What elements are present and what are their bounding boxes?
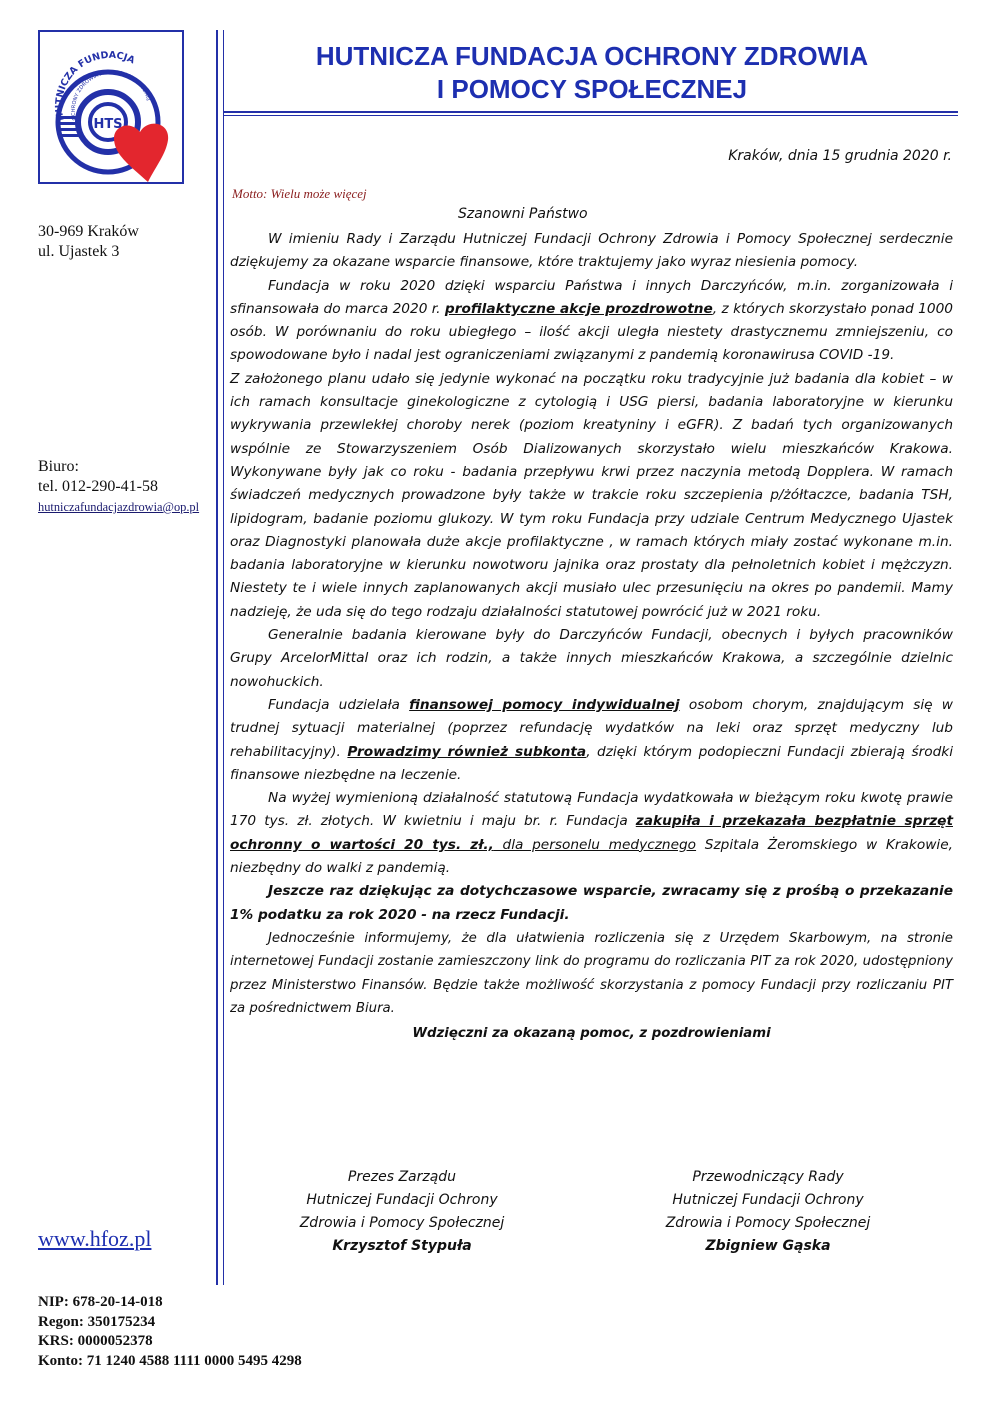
signature-block-chairman bbox=[628, 1166, 908, 1258]
p2-text-c: , z których skorzystało ponad 1000 osób. W porównaniu do roku ubiegłego – ilość akcji uległa niestety drastycznemu zmniejszeniu, co spowodowane było i nadal jest ograniczeniami związanymi z pandemią koronawirusa COVID -19. bbox=[230, 300, 953, 364]
p2-text-a: Fundacja w roku 2020 dzięki wsparciu Państwa i innych Darczyńców, m.in. zorganizowała i sfinansowała do marca 2020 r. bbox=[230, 277, 953, 317]
paragraph-recipients: Generalnie badania kierowane były do Darczyńców Fundacji, obecnych i byłych pracowników Grupy ArcelorMittal oraz ich rodzin, a także innych mieszkańców Krakowa, a szczególnie dzielnic nowohuckich. bbox=[230, 627, 953, 690]
paragraph-examinations: Z założonego planu udało się jedynie wykonać na początku roku tradycyjnie już badania dla kobiet – w ich ramach konsultacje ginekologiczne z cytologią i USG piersi, badania laboratoryjne w kierunku wykrywania przewlekłej choroby nerek (poziom kreatyniny i eGFR). Z badań tych organizowanych wspólnie ze Stowarzyszeniem Osób Dializowanych skorzystało wielu mieszkańców Krakowa. Wykonywane były jak co roku - badania przepływu krwi przez naczynia metodą Dopplera. W ramach świadczeń medycznych prowadzone były także w trakcie roku szczepienia p/żółtaczce, badania TSH, lipidogram, badanie poziomu glukozy. W tym roku Fundacja przy udziale Centrum Medycznego Ujastek oraz Diagnostyki planowała duże akcje profilaktyczne , w ramach których miały zostać wykonane m.in. badania laboratoryjne w kierunku nowotworu jajnika oraz prostaty dla pełnoletnich kobiet i mężczyzn. Niestety te i wiele innych zaplanowanych akcji musiało ulec przesunięciu na okres po pandemii. Mamy nadzieję, że uda się do tego rodzaju działalności statutowej powrócić już w 2021 roku. bbox=[230, 370, 953, 620]
office-email-link[interactable]: hutniczafundacjazdrowia@op.pl bbox=[38, 500, 200, 514]
p6-text-a: Na wyżej wymienioną działalność statutową Fundacja wydatkowała w bieżącym roku kwotę prawie 170 tys. zł. złotych. W kwietniu i maju br. r. Fundacja bbox=[230, 790, 953, 830]
office-phone: tel. 012-290-41-58 bbox=[38, 478, 158, 495]
p2-highlight: profilaktyczne akcje prozdrowotne bbox=[444, 300, 713, 317]
regon-number: Regon: 350175234 bbox=[38, 1313, 156, 1330]
signature-title: Prezes Zarządu bbox=[347, 1169, 457, 1185]
p5-text-c: osobom chorym, znajdującym się w trudnej sytuacji materialnej (poprzez refundację wydatków na leki oraz sprzęt medyczny lub rehabilitacyjny). bbox=[230, 696, 953, 760]
logo-arc-text-bottom: OCHRONY ZDROWIA I POMOCY SPOŁECZNEJ bbox=[70, 69, 152, 121]
signature-org-line1: Hutniczej Fundacji Ochrony bbox=[672, 1192, 864, 1208]
logo-monogram: HTS bbox=[93, 117, 123, 132]
signature-title: Przewodniczący Rady bbox=[692, 1169, 844, 1185]
p6-text-d: Szpitala Żeromskiego w Krakowie, niezbędny do walki z pandemią. bbox=[230, 836, 953, 877]
letterhead-title-line1: HUTNICZA FUNDACJA OCHRONY ZDROWIA bbox=[315, 41, 869, 71]
paragraph-thanks: W imieniu Rady i Zarządu Hutniczej Fundacji Ochrony Zdrowia i Pomocy Społecznej serdecznie dziękujemy za okazane wsparcie finansowe, które traktujemy jako wyraz niesienia pomocy. bbox=[230, 231, 953, 271]
letter-salutation: Szanowni Państwo bbox=[458, 206, 588, 222]
sidebar-address bbox=[38, 222, 139, 262]
letter-body bbox=[230, 228, 953, 1045]
website-link[interactable]: www.hfoz.pl bbox=[38, 1226, 152, 1251]
logo-arc-text-top: HUTNICZA FUNDACJA bbox=[53, 49, 137, 122]
signature-org-line2: Zdrowia i Pomocy Społecznej bbox=[665, 1215, 871, 1231]
signature-name: Zbigniew Gąska bbox=[705, 1238, 831, 1254]
letter-motto: Motto: Wielu może więcej bbox=[232, 186, 367, 201]
signature-org-line2: Zdrowia i Pomocy Społecznej bbox=[299, 1215, 505, 1231]
letterhead-title-line2: I POMOCY SPOŁECZNEJ bbox=[436, 74, 748, 104]
registry-details bbox=[38, 1293, 302, 1371]
paragraph-actions bbox=[230, 275, 953, 368]
bank-account: Konto: 71 1240 4588 1111 0000 5495 4298 bbox=[38, 1352, 302, 1369]
p5-text-e: , dzięki którym podopieczni Fundacji zbierają środki finansowe niezbędne na leczenie. bbox=[230, 743, 953, 783]
address-line1: 30-969 Kraków bbox=[38, 223, 139, 240]
letterhead-title bbox=[232, 40, 952, 106]
p5-text-a: Fundacja udzielała bbox=[268, 696, 410, 713]
logo-emblem-icon bbox=[40, 32, 182, 182]
p5-highlight-aid: finansowej pomocy indywidualnej bbox=[409, 696, 680, 713]
krs-number: KRS: 0000052378 bbox=[38, 1333, 153, 1349]
paragraph-financial-aid bbox=[230, 694, 953, 787]
office-label: Biuro: bbox=[38, 458, 79, 475]
signature-block-president bbox=[262, 1166, 542, 1258]
p6-underlined-staff: dla personelu medycznego bbox=[493, 836, 697, 853]
paragraph-tax-request: Jeszcze raz dziękując za dotychczasowe wsparcie, zwracamy się z prośbą o przekazanie 1% podatku za rok 2020 - na rzecz Fundacji. bbox=[230, 883, 953, 923]
sidebar-office bbox=[38, 457, 199, 517]
letter-closing: Wdzięczni za okazaną pomoc, z pozdrowieniami bbox=[412, 1026, 771, 1042]
foundation-logo bbox=[38, 30, 184, 184]
letter-date: Kraków, dnia 15 grudnia 2020 r. bbox=[728, 148, 952, 164]
address-line2: ul. Ujastek 3 bbox=[38, 243, 120, 260]
vertical-divider bbox=[216, 30, 224, 1285]
p6-highlight-equipment: zakupiła i przekazała bezpłatnie sprzęt ochronny o wartości 20 tys. zł., bbox=[230, 813, 953, 853]
paragraph-spending bbox=[230, 787, 953, 880]
signature-org-line1: Hutniczej Fundacji Ochrony bbox=[306, 1192, 498, 1208]
paragraph-pit-info: Jednocześnie informujemy, że dla ułatwienia rozliczenia się z Urzędem Skarbowym, na stronie internetowej Fundacji zostanie zamieszczony link do programu do rozliczania PIT za rok 2020, udostępniony przez Ministerstwo Finansów. Będzie także możliwość skorzystania z pomocy Fundacji przy rozliczaniu PIT za pośrednictwem Biura. bbox=[230, 930, 953, 1016]
nip-number: NIP: 678-20-14-018 bbox=[38, 1294, 163, 1310]
horizontal-divider bbox=[224, 111, 958, 116]
p5-highlight-subaccounts: Prowadzimy również subkonta bbox=[347, 743, 587, 760]
signature-name: Krzysztof Stypuła bbox=[332, 1238, 472, 1254]
